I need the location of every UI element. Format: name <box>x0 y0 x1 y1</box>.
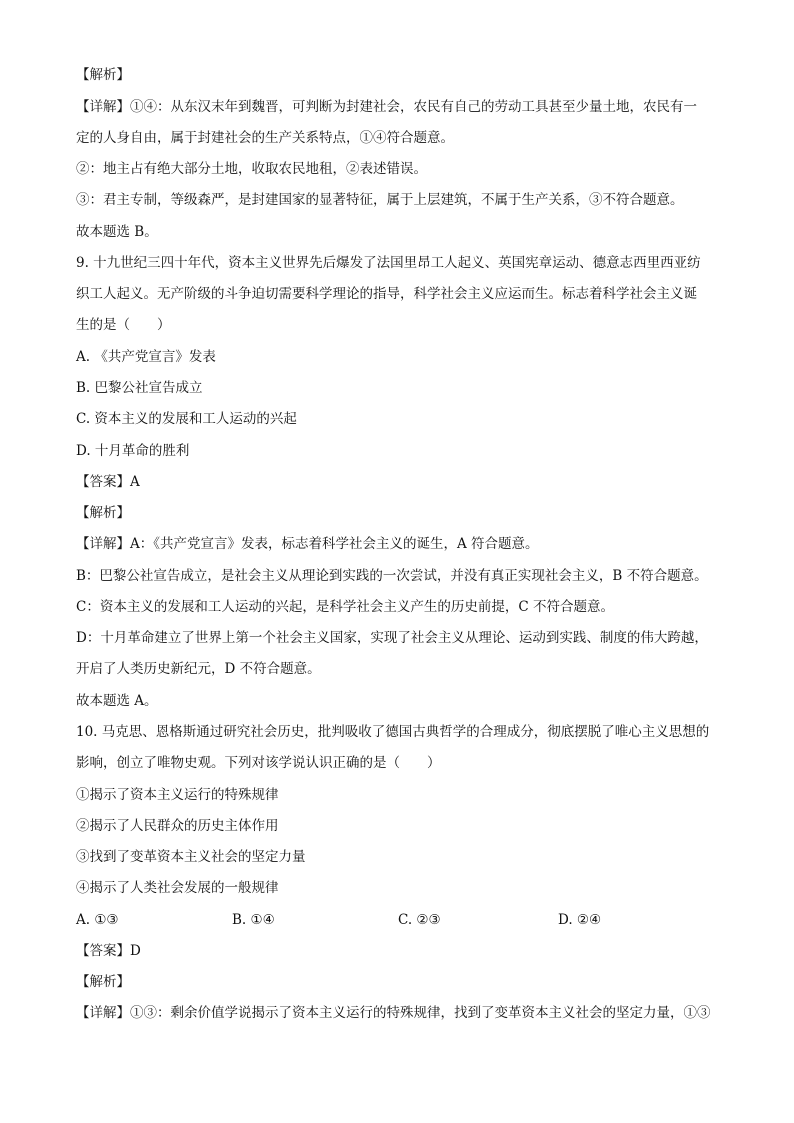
question-9-option-a: A. 《共产党宣言》发表 <box>76 349 216 365</box>
explanation-line: 定的人身自由，属于封建社会的生产关系特点，①④符合题意。 <box>76 130 454 146</box>
section-analysis-label: 【解析】 <box>76 67 130 83</box>
section-analysis-label: 【解析】 <box>76 505 130 521</box>
explanation-line: C：资本主义的发展和工人运动的兴起，是科学社会主义产生的历史前提，C 不符合题意。 <box>76 599 614 615</box>
explanation-line: ③：君主专制，等级森严，是封建国家的显著特征，属于上层建筑，不属于生产关系，③不符合题意。 <box>76 192 684 208</box>
question-10-option-d: D. ②④ <box>558 912 602 928</box>
question-10-statement: ②揭示了人民群众的历史主体作用 <box>76 818 279 834</box>
question-9-option-d: D. 十月革命的胜利 <box>76 443 190 459</box>
explanation-line: B：巴黎公社宣告成立，是社会主义从理论到实践的一次尝试，并没有真正实现社会主义，B 不符合题意。 <box>76 568 708 584</box>
question-10-text: 影响，创立了唯物史观。下列对该学说认识正确的是（ ） <box>76 755 441 771</box>
conclusion-line: 故本题选 B。 <box>76 224 158 240</box>
explanation-line: 【详解】①③：剩余价值学说揭示了资本主义运行的特殊规律，找到了变革资本主义社会的坚定力量，①③ <box>76 1005 711 1021</box>
question-9-text: 生的是（ ） <box>76 317 171 333</box>
question-10-statement: ④揭示了人类社会发展的一般规律 <box>76 880 279 896</box>
question-9-text: 织工人起义。无产阶级的斗争迫切需要科学理论的指导，科学社会主义应运而生。标志着科学社会主义诞 <box>76 286 697 302</box>
explanation-line: 开启了人类历史新纪元，D 不符合题意。 <box>76 661 321 677</box>
explanation-line: ②：地主占有绝大部分土地，收取农民地租，②表述错误。 <box>76 161 427 177</box>
answer-label: 【答案】D <box>76 943 141 959</box>
explanation-line: D：十月革命建立了世界上第一个社会主义国家，实现了社会主义从理论、运动到实践、制度的伟大跨越， <box>76 630 708 646</box>
question-10-options <box>76 911 636 929</box>
conclusion-line: 故本题选 A。 <box>76 693 158 709</box>
question-10-statement: ③找到了变革资本主义社会的坚定力量 <box>76 849 306 865</box>
question-9-option-c: C. 资本主义的发展和工人运动的兴起 <box>76 411 297 427</box>
explanation-line: 【详解】①④：从东汉末年到魏晋，可判断为封建社会，农民有自己的劳动工具甚至少量土地，农民有一 <box>76 99 697 115</box>
answer-label: 【答案】A <box>76 474 140 490</box>
question-10-statement: ①揭示了资本主义运行的特殊规律 <box>76 787 279 803</box>
explanation-line: 【详解】A：《共产党宣言》发表，标志着科学社会主义的诞生，A 符合题意。 <box>76 536 539 552</box>
question-10-option-a: A. ①③ <box>76 912 119 928</box>
question-10-text: 10. 马克思、恩格斯通过研究社会历史，批判吸收了德国古典哲学的合理成分，彻底摆脱了唯心主义思想的 <box>76 724 710 740</box>
section-analysis-label: 【解析】 <box>76 974 130 990</box>
question-10-option-c: C. ②③ <box>398 912 441 928</box>
question-9-option-b: B. 巴黎公社宣告成立 <box>76 380 203 396</box>
question-10-option-b: B. ①④ <box>232 912 275 928</box>
question-9-text: 9. 十九世纪三四十年代，资本主义世界先后爆发了法国里昂工人起义、英国宪章运动、德意志西里西亚纺 <box>76 255 701 271</box>
